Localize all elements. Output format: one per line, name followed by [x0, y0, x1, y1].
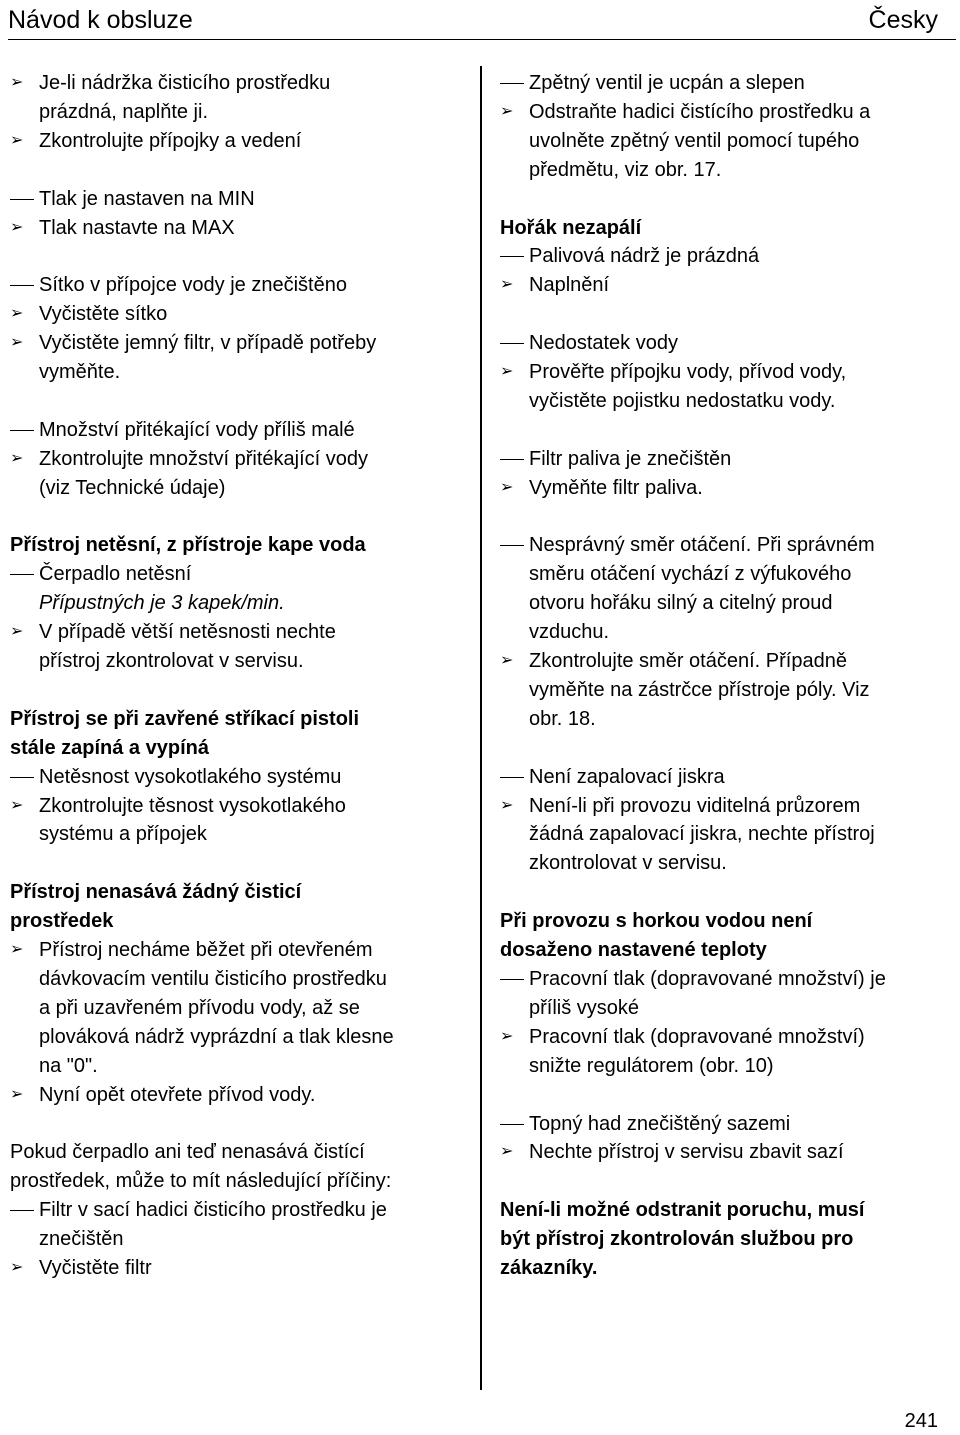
continuation-line	[500, 156, 946, 185]
continuation-line	[500, 1052, 946, 1081]
line-text: Není-li možné odstranit poruchu, musí	[500, 1199, 865, 1222]
section-heading	[10, 705, 450, 734]
section-heading	[500, 907, 946, 936]
action-arrow-icon: ➢	[500, 796, 514, 814]
spacer	[500, 878, 946, 907]
action-arrow-icon: ➢	[10, 74, 24, 91]
line-text: Tlak je nastaven na MIN	[39, 187, 255, 210]
cause-item	[500, 531, 946, 560]
line-text: Hořák nezapálí	[500, 216, 642, 239]
line-text: dosaženo nastavené teploty	[500, 939, 767, 962]
line-text: Přístroj nenasává žádný čisticí	[10, 881, 302, 904]
line-text: předmětu, viz obr. 17.	[529, 158, 722, 181]
line-text: Vyčistěte sítko	[39, 303, 168, 326]
page-header	[8, 4, 956, 40]
line-text: Pokud čerpadlo ani teď nenasává čistící	[10, 1141, 365, 1164]
line-text: (viz Technické údaje)	[39, 476, 226, 499]
line-text: Filtr paliva je znečištěn	[529, 447, 732, 470]
action-arrow-icon: ➢	[10, 218, 24, 236]
cause-dash-icon	[500, 459, 524, 460]
action-item	[500, 358, 946, 387]
section-heading	[500, 1225, 946, 1254]
continuation-line	[10, 820, 450, 849]
action-arrow-icon: ➢	[500, 478, 514, 496]
continuation-line	[10, 474, 450, 503]
cause-dash-icon	[500, 256, 524, 257]
column-divider	[480, 66, 482, 1390]
action-arrow-icon: ➢	[500, 1027, 514, 1045]
line-text: vyměňte na zástrčce přístroje póly. Viz	[529, 678, 870, 701]
line-text: směru otáčení vychází z výfukového	[529, 563, 852, 586]
cause-item	[500, 763, 946, 792]
line-text: V případě větší netěsnosti nechte	[39, 621, 336, 644]
line-text: Topný had znečištěný sazemi	[529, 1112, 791, 1135]
action-arrow-icon: ➢	[10, 1259, 24, 1277]
line-text: Zkontrolujte směr otáčení. Případně	[529, 650, 847, 673]
action-arrow-icon: ➢	[500, 276, 514, 294]
action-arrow-icon: ➢	[500, 652, 514, 670]
line-text: Čerpadlo netěsní	[39, 563, 192, 586]
line-text: být přístroj zkontrolován službou pro	[500, 1228, 854, 1251]
line-text: přístroj zkontrolovat v servisu.	[39, 650, 304, 673]
line-text: Zkontrolujte přípojky a vedení	[39, 129, 302, 152]
line-text: znečištěn	[39, 1228, 124, 1251]
cause-item	[500, 1110, 946, 1139]
cause-dash-icon	[10, 199, 34, 200]
action-arrow-icon: ➢	[10, 796, 24, 814]
section-heading	[500, 936, 946, 965]
line-text: Prověřte přípojku vody, přívod vody,	[529, 361, 847, 384]
line-text: Netěsnost vysokotlakého systému	[39, 765, 342, 788]
line-text: Množství přitékající vody příliš malé	[39, 418, 355, 441]
line-text: zkontrolovat v servisu.	[529, 852, 727, 875]
cause-item	[10, 1196, 450, 1225]
cause-item	[10, 763, 450, 792]
cause-dash-icon	[500, 545, 524, 546]
action-arrow-icon: ➢	[10, 305, 24, 323]
continuation-line	[10, 98, 450, 127]
continuation-line	[500, 994, 946, 1023]
action-item	[500, 647, 946, 676]
spacer	[10, 387, 450, 416]
language-label: Česky	[868, 6, 938, 34]
line-text: žádná zapalovací jiskra, nechte přístroj	[529, 823, 875, 846]
action-item	[500, 98, 946, 127]
continuation-line	[500, 820, 946, 849]
action-item	[10, 214, 450, 243]
section-heading	[10, 907, 450, 936]
line-text: Vyčistěte jemný filtr, v případě potřeby	[39, 332, 377, 355]
continuation-line	[500, 849, 946, 878]
spacer	[500, 503, 946, 532]
line-text: Zpětný ventil je ucpán a slepen	[529, 72, 805, 94]
line-text: Sítko v přípojce vody je znečištěno	[39, 274, 347, 297]
line-text: Při provozu s horkou vodou není	[500, 910, 813, 933]
spacer	[500, 416, 946, 445]
cause-item	[10, 271, 450, 300]
action-arrow-icon: ➢	[10, 941, 24, 959]
action-item	[10, 69, 450, 98]
continuation-line	[10, 965, 450, 994]
action-item	[10, 445, 450, 474]
line-text: Naplnění	[529, 274, 610, 297]
action-item	[10, 329, 450, 358]
cause-dash-icon	[500, 1124, 524, 1125]
line-text: vzduchu.	[529, 621, 610, 644]
continuation-line	[10, 994, 450, 1023]
action-item	[10, 1254, 450, 1283]
line-text: Odstraňte hadici čistícího prostředku a	[529, 100, 871, 123]
spacer	[10, 849, 450, 878]
right-column	[500, 69, 946, 1283]
spacer	[10, 503, 450, 532]
line-text: systému a přípojek	[39, 823, 207, 846]
line-text: prostředek	[10, 910, 114, 933]
continuation-line	[500, 589, 946, 618]
line-text: Nedostatek vody	[529, 332, 678, 355]
line-text: Pracovní tlak (dopravované množství)	[529, 1025, 865, 1048]
cause-dash-icon	[500, 777, 524, 778]
cause-item	[500, 329, 946, 358]
document-title: Návod k obsluze	[8, 6, 193, 34]
section-heading	[10, 878, 450, 907]
continuation-line	[10, 358, 450, 387]
continuation-line	[500, 127, 946, 156]
action-item	[500, 792, 946, 821]
action-arrow-icon: ➢	[500, 1143, 514, 1161]
cause-dash-icon	[10, 1210, 34, 1211]
section-heading	[10, 734, 450, 763]
line-text: a při uzavřeném přívodu vody, až se	[39, 996, 360, 1019]
spacer	[500, 1081, 946, 1110]
paragraph-line	[10, 1167, 450, 1196]
left-column	[10, 69, 450, 1283]
note-line	[10, 589, 450, 618]
line-text: Přístroj se při zavřené stříkací pistoli	[10, 707, 360, 730]
line-text: vyměňte.	[39, 361, 121, 384]
action-arrow-icon: ➢	[10, 334, 24, 352]
cause-dash-icon	[500, 979, 524, 980]
line-text: Není zapalovací jiskra	[529, 765, 725, 788]
line-text: Zkontrolujte množství přitékající vody	[39, 447, 369, 470]
cause-item	[500, 69, 946, 98]
continuation-line	[500, 705, 946, 734]
cause-item	[10, 185, 450, 214]
line-text: dávkovacím ventilu čisticího prostředku	[39, 968, 387, 990]
line-text: příliš vysoké	[529, 996, 640, 1019]
cause-item	[500, 965, 946, 994]
spacer	[10, 1110, 450, 1139]
line-text: uvolněte zpětný ventil pomocí tupého	[529, 129, 860, 152]
section-heading	[500, 1254, 946, 1283]
line-text: Nesprávný směr otáčení. Při správném	[529, 534, 875, 557]
cause-dash-icon	[10, 574, 34, 575]
action-arrow-icon: ➢	[10, 623, 24, 641]
line-text: prázdná, naplňte ji.	[39, 100, 209, 123]
cause-item	[500, 242, 946, 271]
cause-dash-icon	[500, 83, 524, 84]
line-text: Nechte přístroj v servisu zbavit sazí	[529, 1141, 844, 1164]
cause-dash-icon	[10, 777, 34, 778]
cause-item	[10, 560, 450, 589]
section-heading	[500, 1196, 946, 1225]
action-item	[500, 1138, 946, 1167]
line-text: prostředek, může to mít následující příčiny:	[10, 1170, 392, 1193]
line-text: Vyčistěte filtr	[39, 1257, 152, 1280]
action-item	[10, 127, 450, 156]
line-text: vyčistěte pojistku nedostatku vody.	[529, 389, 836, 412]
continuation-line	[500, 618, 946, 647]
line-text: Je-li nádržka čisticího prostředku	[39, 72, 331, 94]
line-text: Filtr v sací hadici čisticího prostředku je	[39, 1199, 387, 1222]
line-text: Zkontrolujte těsnost vysokotlakého	[39, 794, 346, 817]
continuation-line	[10, 1225, 450, 1254]
action-arrow-icon: ➢	[10, 131, 24, 149]
line-text: Tlak nastavte na MAX	[39, 216, 235, 239]
continuation-line	[10, 1052, 450, 1081]
line-text: Nyní opět otevřete přívod vody.	[39, 1083, 316, 1106]
continuation-line	[10, 1023, 450, 1052]
paragraph-line	[10, 1138, 450, 1167]
line-text: na "0".	[39, 1054, 98, 1077]
line-text: Přístroj netěsní, z přístroje kape voda	[10, 534, 366, 557]
cause-item	[10, 416, 450, 445]
action-item	[500, 271, 946, 300]
action-item	[500, 474, 946, 503]
section-heading	[500, 214, 946, 243]
action-arrow-icon: ➢	[500, 363, 514, 381]
page-number: 241	[904, 1410, 938, 1432]
line-text: obr. 18.	[529, 707, 596, 730]
line-text: otvoru hořáku silný a citelný proud	[529, 592, 833, 615]
line-text: zákazníky.	[500, 1257, 598, 1280]
spacer	[10, 156, 450, 185]
action-item	[10, 936, 450, 965]
action-arrow-icon: ➢	[500, 102, 514, 120]
line-text: Vyměňte filtr paliva.	[529, 476, 703, 499]
action-item	[10, 618, 450, 647]
cause-dash-icon	[500, 343, 524, 344]
continuation-line	[500, 676, 946, 705]
line-text: Palivová nádrž je prázdná	[529, 245, 760, 268]
action-arrow-icon: ➢	[10, 449, 24, 467]
action-item	[500, 1023, 946, 1052]
line-text: stále zapíná a vypíná	[10, 736, 209, 759]
action-item	[10, 1081, 450, 1110]
line-text: snižte regulátorem (obr. 10)	[529, 1054, 774, 1077]
continuation-line	[10, 647, 450, 676]
spacer	[500, 185, 946, 214]
action-item	[10, 792, 450, 821]
action-item	[10, 300, 450, 329]
cause-dash-icon	[10, 285, 34, 286]
continuation-line	[500, 560, 946, 589]
section-heading	[10, 531, 450, 560]
line-text: Přípustných je 3 kapek/min.	[39, 592, 285, 615]
line-text: Pracovní tlak (dopravované množství) je	[529, 968, 886, 990]
spacer	[10, 242, 450, 271]
spacer	[500, 1167, 946, 1196]
spacer	[500, 734, 946, 763]
action-arrow-icon: ➢	[10, 1085, 24, 1103]
cause-item	[500, 445, 946, 474]
line-text: Není-li při provozu viditelná průzorem	[529, 794, 861, 817]
line-text: Přístroj necháme běžet při otevřeném	[39, 939, 373, 962]
line-text: plováková nádrž vyprázdní a tlak klesne	[39, 1025, 394, 1048]
spacer	[500, 300, 946, 329]
cause-dash-icon	[10, 430, 34, 431]
continuation-line	[500, 387, 946, 416]
spacer	[10, 676, 450, 705]
